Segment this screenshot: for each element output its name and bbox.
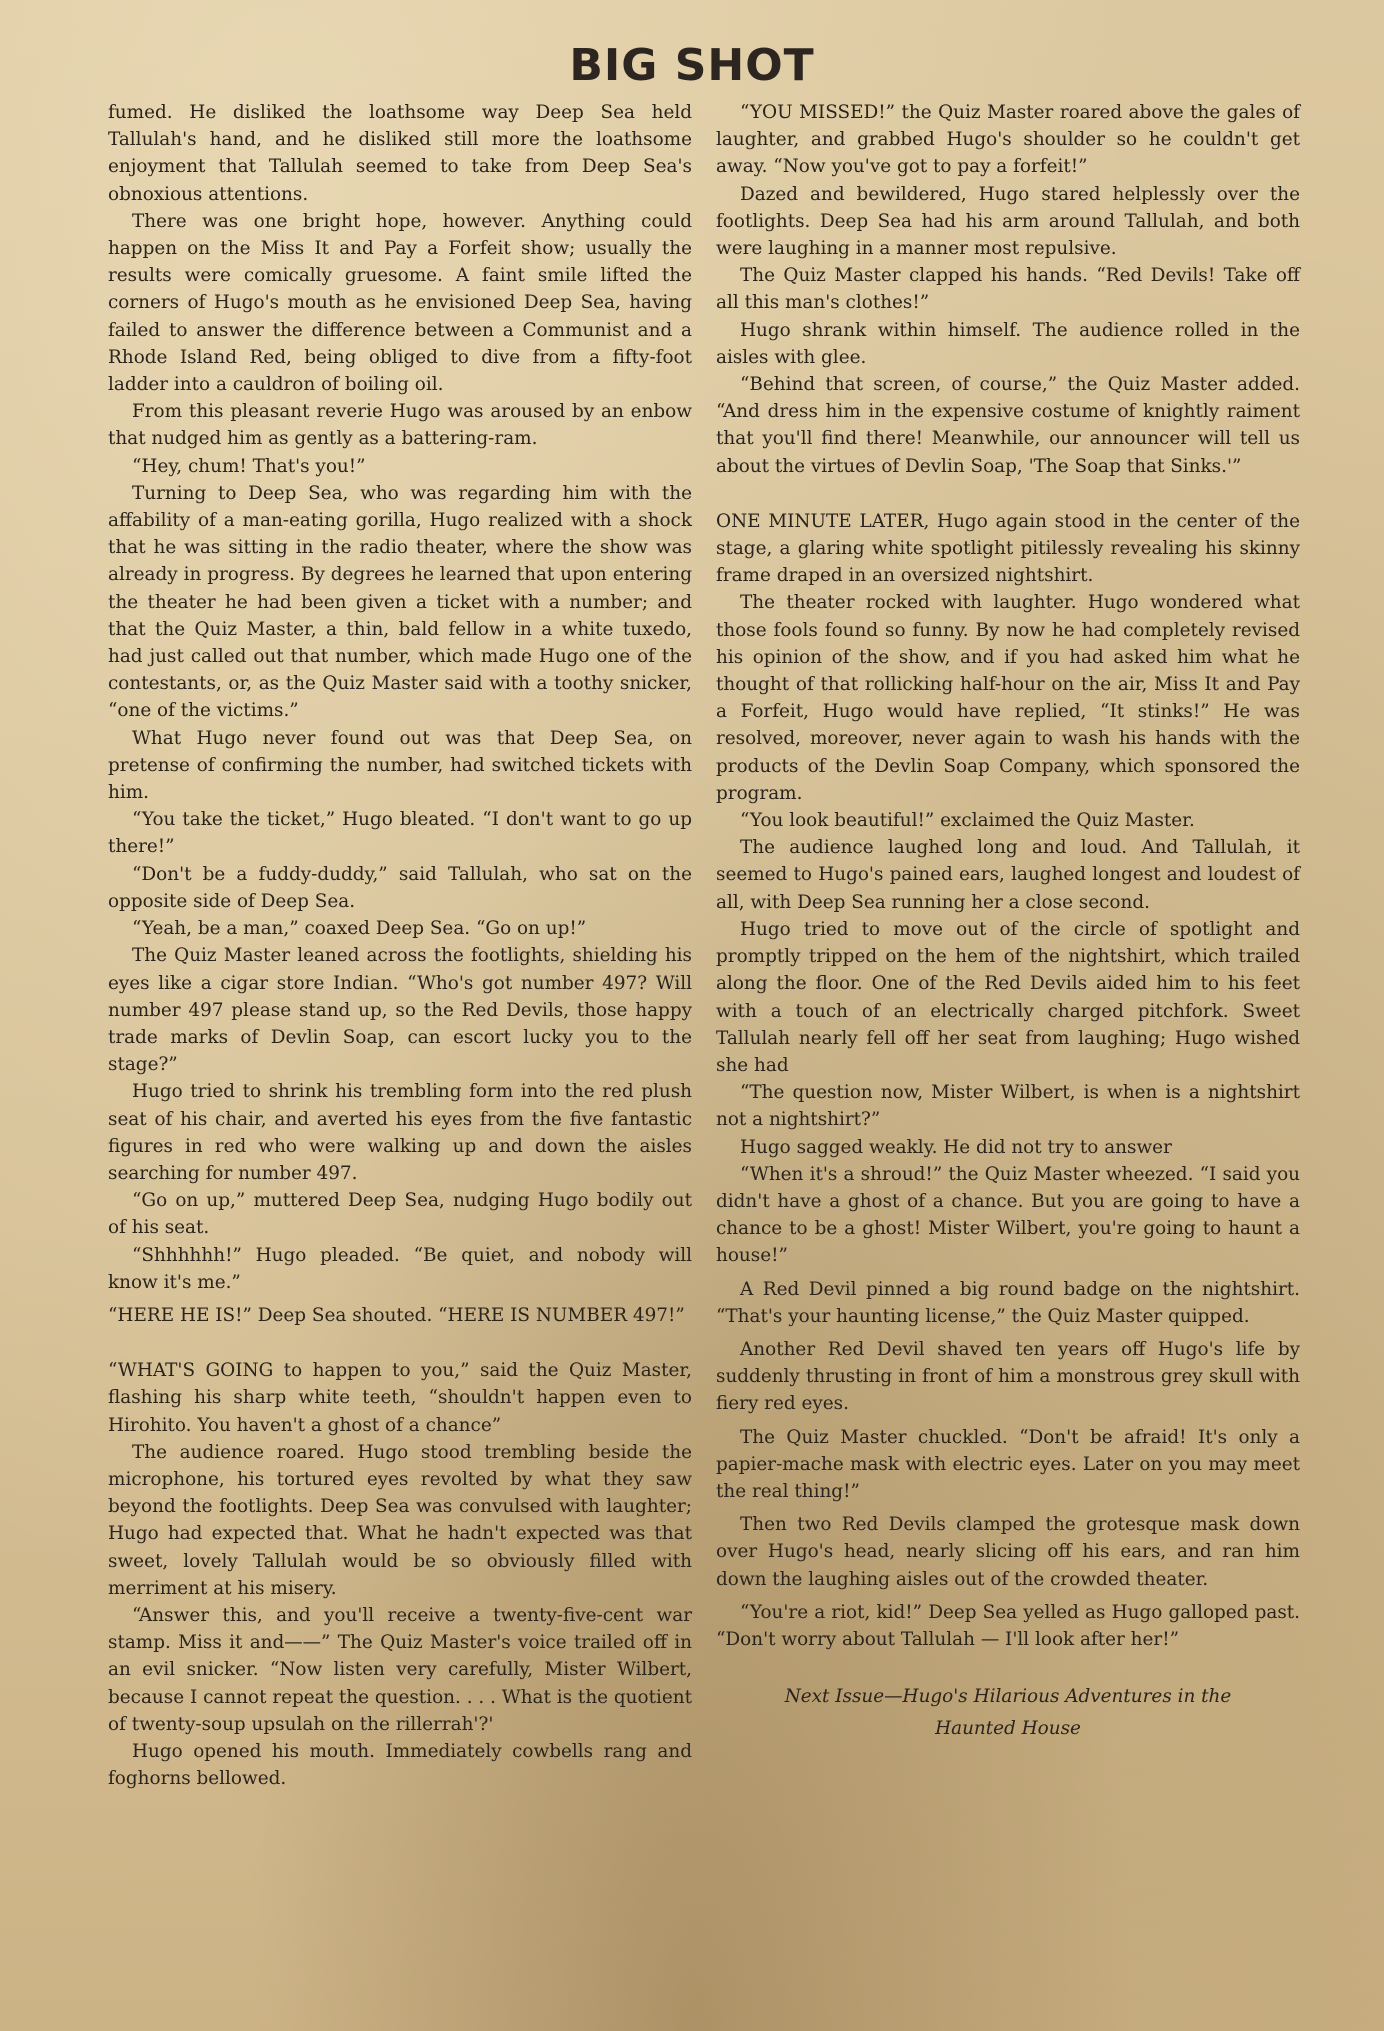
paragraph: “Answer this, and you'll receive a twenty-five-cent war stamp. Miss it and——” The Quiz Master's voice trailed off in an evil snicker. “Now listen very carefully, Mister Wilbert, because I cannot repeat the question. . . . What is the quotient of twenty-soup upsulah on the rillerrah'?' xyxy=(108,1604,692,1735)
paragraph: “WHAT'S GOING to happen to you,” said the Quiz Master, flashing his sharp white teeth, “shouldn't happen even to Hirohito. You haven't a ghost of a chance” xyxy=(108,1360,692,1436)
paragraph: Dazed and bewildered, Hugo stared helplessly over the footlights. Deep Sea had his arm around Tallulah, and both were laughing in a manner most repulsive. xyxy=(716,183,1300,260)
next-issue-line: Next Issue—Hugo's Hilarious Adventures in the xyxy=(784,1686,1232,1708)
paragraph: “When it's a shroud!” the Quiz Master wheezed. “I said you didn't have a ghost of a chance. But you are going to have a chance to be a ghost! Mister Wilbert, you're going to haunt a house!” xyxy=(716,1163,1300,1267)
paragraph: ONE MINUTE LATER, Hugo again stood in the center of the stage, a glaring white spotlight pitilessly revealing his skinny frame draped in an oversized nightshirt. xyxy=(716,510,1300,587)
paragraph: Hugo opened his mouth. Immediately cowbells rang and foghorns bellowed. xyxy=(108,1740,692,1790)
paragraph: Hugo tried to move out of the circle of spotlight and promptly tripped on the hem of the nightshirt, which trailed along the floor. One of the Red Devils aided him to his feet with a touch of an electrically charged pitchfork. Sweet Tallulah nearly fell off her seat from laughing; Hugo wished she had xyxy=(716,918,1300,1076)
next-issue-note xyxy=(716,1681,1300,1745)
paragraph: The Quiz Master chuckled. “Don't be afraid! It's only a papier-mache mask with electric eyes. Later on you may meet the real thing!” xyxy=(716,1426,1300,1502)
paragraph: The audience roared. Hugo stood trembling beside the microphone, his tortured eyes revolted by what they saw beyond the footlights. Deep Sea was convulsed with laughter; Hugo had expected that. What he hadn't expected was that sweet, lovely Tallulah would be so obviously filled with merriment at his misery. xyxy=(108,1441,692,1599)
paragraph: A Red Devil pinned a big round badge on the nightshirt. “That's your haunting license,” the Quiz Master quipped. xyxy=(716,1278,1300,1327)
paragraph: Hugo tried to shrink his trembling form into the red plush seat of his chair, and averted his eyes from the five fantastic figures in red who were walking up and down the aisles searching for number 497. xyxy=(108,1081,692,1184)
paragraph: “Shhhhhh!” Hugo pleaded. “Be quiet, and nobody will know it's me.” xyxy=(108,1244,692,1293)
left-text-column xyxy=(108,99,692,1792)
paragraph: “Hey, chum! That's you!” xyxy=(132,455,366,477)
paragraph: The audience laughed long and loud. And Tallulah, it seemed to Hugo's pained ears, laughed longest and loudest of all, with Deep Sea running her a close second. xyxy=(716,837,1300,913)
paragraph: The Quiz Master clapped his hands. “Red Devils! Take off all this man's clothes!” xyxy=(716,265,1300,314)
paragraph: “HERE HE IS!” Deep Sea shouted. “HERE IS NUMBER 497!” xyxy=(108,1304,685,1326)
right-text-column xyxy=(716,99,1300,1745)
paragraph: Then two Red Devils clamped the grotesque mask down over Hugo's head, nearly slicing off his ears, and ran him down the laughing aisles out of the crowded theater. xyxy=(716,1514,1300,1590)
paragraph: “Don't be a fuddy-duddy,” said Tallulah, who sat on the opposite side of Deep Sea. xyxy=(108,863,692,912)
paragraph: What Hugo never found out was that Deep Sea, on pretense of confirming the number, had switched tickets with him. xyxy=(108,727,692,804)
paragraph: Another Red Devil shaved ten years off Hugo's life by suddenly thrusting in front of him a monstrous grey skull with fiery red eyes. xyxy=(716,1338,1300,1415)
next-issue-line: Haunted House xyxy=(935,1718,1081,1740)
paragraph: The theater rocked with laughter. Hugo wondered what those fools found so funny. By now he had completely revised his opinion of the show, and if you had asked him what he thought of that rollicking half-hour on the air, Miss It and Pay a Forfeit, Hugo would have replied, “It stinks!” He was resolved, moreover, never again to wash his hands with the products of the Devlin Soap Company, which sponsored the program. xyxy=(716,592,1300,804)
paragraph: “You take the ticket,” Hugo bleated. “I don't want to go up there!” xyxy=(108,809,692,858)
paragraph: Hugo shrank within himself. The audience rolled in the aisles with glee. xyxy=(716,319,1300,368)
paragraph: The Quiz Master leaned across the footlights, shielding his eyes like a cigar store Indian. “Who's got number 497? Will number 497 please stand up, so the Red Devils, those happy trade marks of Devlin Soap, can escort lucky you to the stage?” xyxy=(108,945,692,1076)
paragraph: fumed. He disliked the loathsome way Deep Sea held Tallulah's hand, and he disliked still more the loathsome enjoyment that Tallulah seemed to take from Deep Sea's obnoxious attentions. xyxy=(108,102,692,205)
paragraph: There was one bright hope, however. Anything could happen on the Miss It and Pay a Forfeit show; usually the results were comically gruesome. A faint smile lifted the corners of Hugo's mouth as he envisioned Deep Sea, having failed to answer the difference between a Communist and a Rhode Island Red, being obliged to dive from a fifty-foot ladder into a cauldron of boiling oil. xyxy=(108,210,692,396)
paragraph: Turning to Deep Sea, who was regarding him with the affability of a man-eating gorilla, Hugo realized with a shock that he was sitting in the radio theater, where the show was already in progress. By degrees he learned that upon entering the theater he had been given a ticket with a number; and that the Quiz Master, a thin, bald fellow in a white tuxedo, had just called out that number, which made Hugo one of the contestants, or, as the Quiz Master said with a toothy snicker, “one of the victims.” xyxy=(108,482,692,722)
paragraph: “Yeah, be a man,” coaxed Deep Sea. “Go on up!” xyxy=(132,918,587,940)
paragraph: “Behind that screen, of course,” the Quiz Master added. “And dress him in the expensive costume of knightly raiment that you'll find there! Meanwhile, our announcer will tell us about the virtues of Devlin Soap, 'The Soap that Sinks.'” xyxy=(716,374,1300,477)
paragraph: Hugo sagged weakly. He did not try to answer xyxy=(740,1136,1172,1158)
page-title: BIG SHOT xyxy=(569,40,815,91)
paragraph: “You're a riot, kid!” Deep Sea yelled as Hugo galloped past. “Don't worry about Tallulah — I'll look after her!” xyxy=(716,1601,1300,1650)
paragraph: “Go on up,” muttered Deep Sea, nudging Hugo bodily out of his seat. xyxy=(108,1190,692,1239)
paragraph: “You look beautiful!” exclaimed the Quiz Master. xyxy=(740,810,1195,832)
paragraph: From this pleasant reverie Hugo was aroused by an enbow that nudged him as gently as a battering-ram. xyxy=(108,401,692,450)
paragraph: “The question now, Mister Wilbert, is when is a nightshirt not a nightshirt?” xyxy=(716,1082,1300,1131)
paragraph: “YOU MISSED!” the Quiz Master roared above the gales of laughter, and grabbed Hugo's shoulder so he couldn't get away. “Now you've got to pay a forfeit!” xyxy=(716,102,1300,178)
